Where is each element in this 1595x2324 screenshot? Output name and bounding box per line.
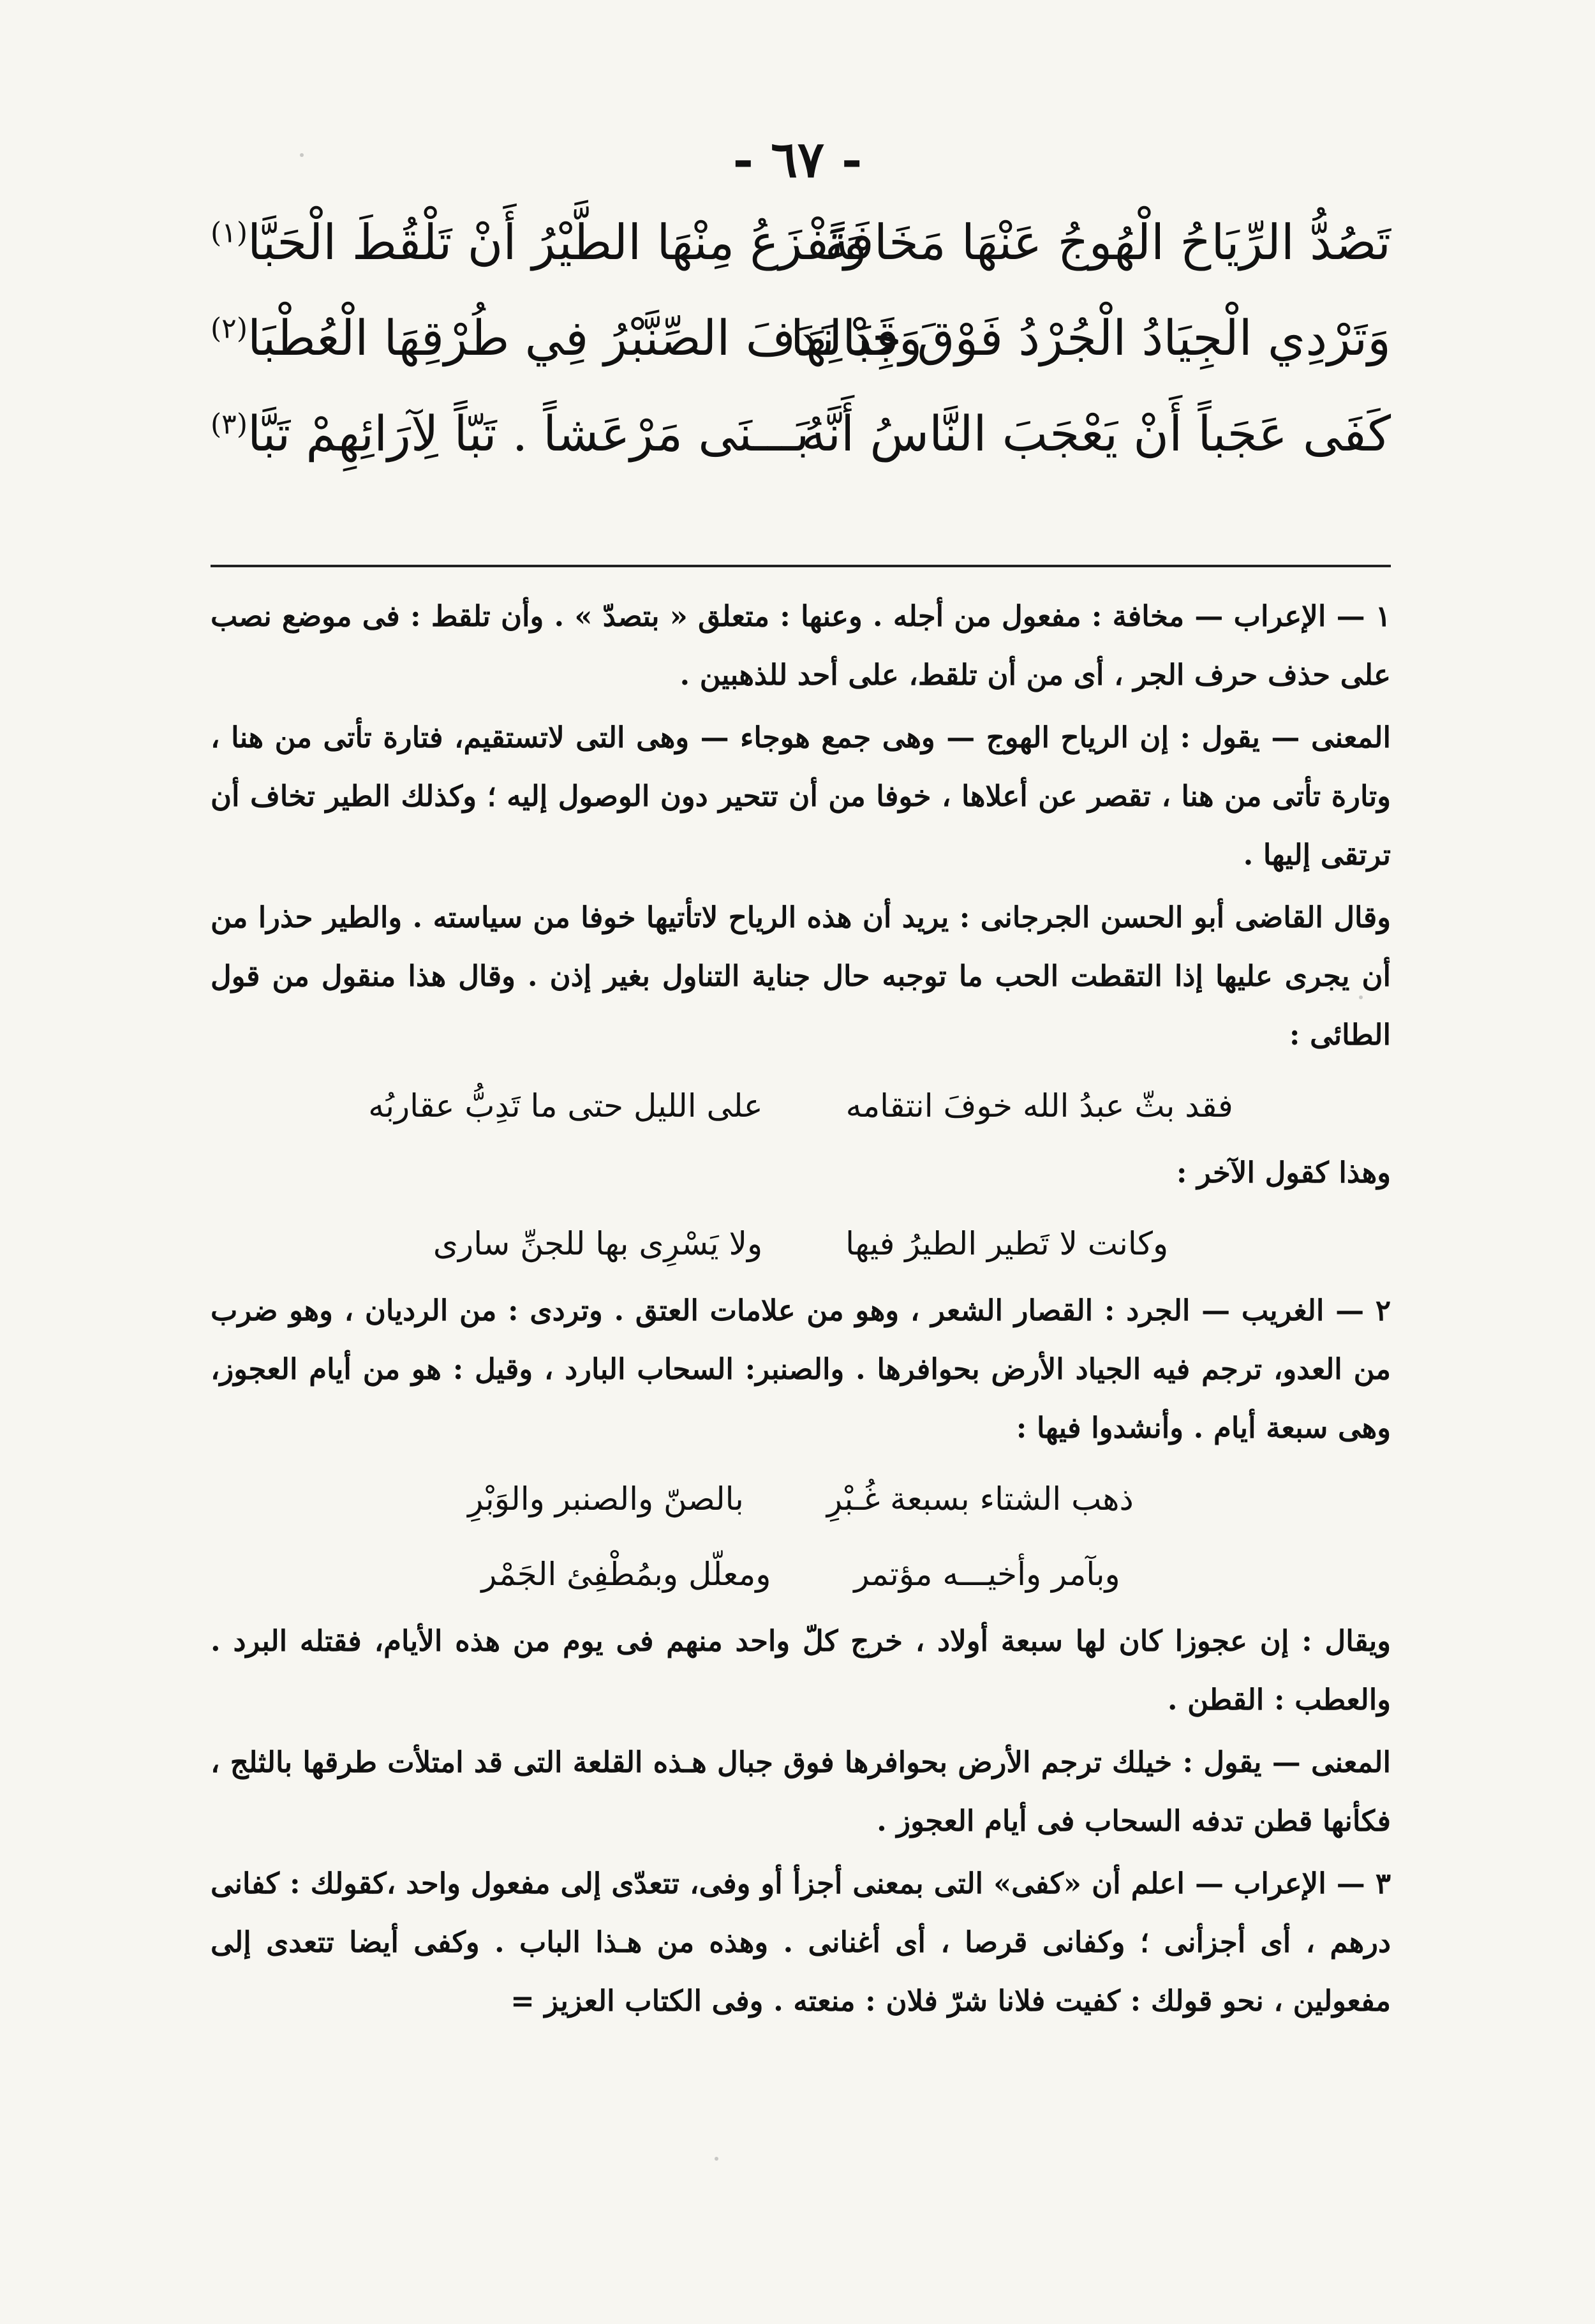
note-2-story: ويقال : إن عجوزا كان لها سبعة أولاد ، خرج كلّ واحد منهم فى يوم من هذه الأيام، فقتله البرد . والعطب : القطن . <box>211 1624 1391 1717</box>
quoted-verse-first: فقد بثّ عبدُ الله خوفَ انتقامه <box>845 1087 1233 1124</box>
verse-line <box>211 309 1391 405</box>
quoted-verse <box>211 1537 1391 1612</box>
poem-verses <box>211 214 1391 501</box>
print-speck <box>1359 995 1363 999</box>
footnote-marker: (٢) <box>211 312 248 345</box>
verse-second-hemistich: بَـــنَى مَرْعَشاً . تَبّاً لِآرَائِهِمْ تَبَّا$^{(٣)}$ <box>211 405 810 462</box>
note-1-grammar: ١ — الإعراب — مخافة : مفعول من أجله . وعنها : متعلق « بتصدّ » . وأن تلقط : فى موضع نصب على حذف حرف الجر ، أى من أن تلقط، على أحد للذهبين . <box>211 599 1391 692</box>
verse-first-hemistich: كَفَى عَجَباً أَنْ يَعْجَبَ النَّاسُ أَنَّهُ <box>801 405 1391 462</box>
quoted-verse-first: ذهب الشتاء بسبعة غُـبْرِ <box>826 1480 1134 1517</box>
print-speck <box>715 2157 718 2161</box>
quoted-verse-second: ولا يَسْرِى بها للجنِّ سارى <box>433 1225 763 1262</box>
note-1-meaning: المعنى — يقول : إن الرياح الهوج — وهى جمع هوجاء — وهى التى لاتستقيم، فتارة تأتى من هنا ، وتارة تأتى من هنا ، تقصر عن أعلاها ، خوفا من أن تتحير دون الوصول إليه ؛ وكذلك الطير تخاف أن ترتقى إليها . <box>211 720 1391 872</box>
verse-first-hemistich: تَصُدُّ الرِّيَاحُ الْهُوجُ عَنْهَا مَخَافَةً <box>824 214 1391 271</box>
verse-second-hemistich: وَقَدْ نَدَفَ الصِّنَّبْرُ فِي طُرْقِهَا الْعُطْبَا$^{(٢)}$ <box>211 309 923 366</box>
quoted-verse <box>211 1461 1391 1537</box>
note-3-grammar: ٣ — الإعراب — اعلم أن «كفى» التى بمعنى أجزأ أو وفى، تتعدّى إلى مفعول واحد ،كقولك : كفانى درهم ، أى أجزأنى ؛ وكفانى قرصا ، أى أغنانى . وهذه من هـذا الباب . وكفى أيضا تتعدى إلى مفعولين ، نحو قولك : كفيت فلانا شرّ فلان : منعته . وفى الكتاب العزيز = <box>211 1866 1391 2018</box>
quoted-verse-second: بالصنّ والصنبر والوَبْرِ <box>468 1480 744 1517</box>
quoted-verse-first: وكانت لا تَطير الطيرُ فيها <box>845 1225 1169 1262</box>
quoted-verse-second: ومعلّل وبمُطْفِئ الجَمْر <box>481 1556 771 1593</box>
quoted-verse <box>211 1206 1391 1281</box>
quoted-verse <box>211 1068 1391 1143</box>
print-speck <box>300 153 304 157</box>
verse-line <box>211 405 1391 501</box>
quoted-verse-first: وبآمر وأخيـــه مؤتمر <box>854 1556 1120 1593</box>
quoted-verse-second: على الليل حتى ما تَدِبُّ عقاربُه <box>368 1087 763 1124</box>
page-number: - ٦٧ - <box>732 131 863 189</box>
note-1-other-poet: وهذا كقول الآخر : <box>1176 1156 1391 1189</box>
verse-line <box>211 214 1391 309</box>
verse-second-hemistich: وَتَفْزَعُ مِنْهَا الطَّيْرُ أَنْ تَلْقُطَ الْحَبَّا$^{(١)}$ <box>211 214 867 271</box>
commentary <box>211 587 1391 2034</box>
verse-first-hemistich: وَتَرْدِي الْجِيَادُ الْجُرْدُ فَوْقَ جِبَالِهَا <box>790 309 1391 366</box>
footnote-marker: (١) <box>211 216 248 250</box>
note-2-meaning: المعنى — يقول : خيلك ترجم الأرض بحوافرها فوق جبال هـذه القلعة التى قد امتلأت طرقها بالثلج ، فكأنها قطن تدفه السحاب فى أيام العجوز . <box>211 1745 1391 1838</box>
note-2-vocabulary: ٢ — الغريب — الجرد : القصار الشعر ، وهو من علامات العتق . وتردى : من الرديان ، وهو ضرب من العدو، ترجم فيه الجياد الأرض بحوافرها . والصنبر: السحاب البارد ، وقيل : هو من أيام العجوز، وهى سبعة أيام . وأنشدوا فيها : <box>211 1293 1391 1445</box>
footnote-marker: (٣) <box>211 408 248 441</box>
note-1-jurjani: وقال القاضى أبو الحسن الجرجانى : يريد أن هذه الرياح لاتأتيها خوفا من سياسته . والطير حذرا من أن يجرى عليها إذا التقطت الحب ما توجبه حال جناية التناول بغير إذن . وقال هذا منقول من قول الطائى : <box>211 900 1391 1052</box>
separator-rule <box>211 565 1391 567</box>
